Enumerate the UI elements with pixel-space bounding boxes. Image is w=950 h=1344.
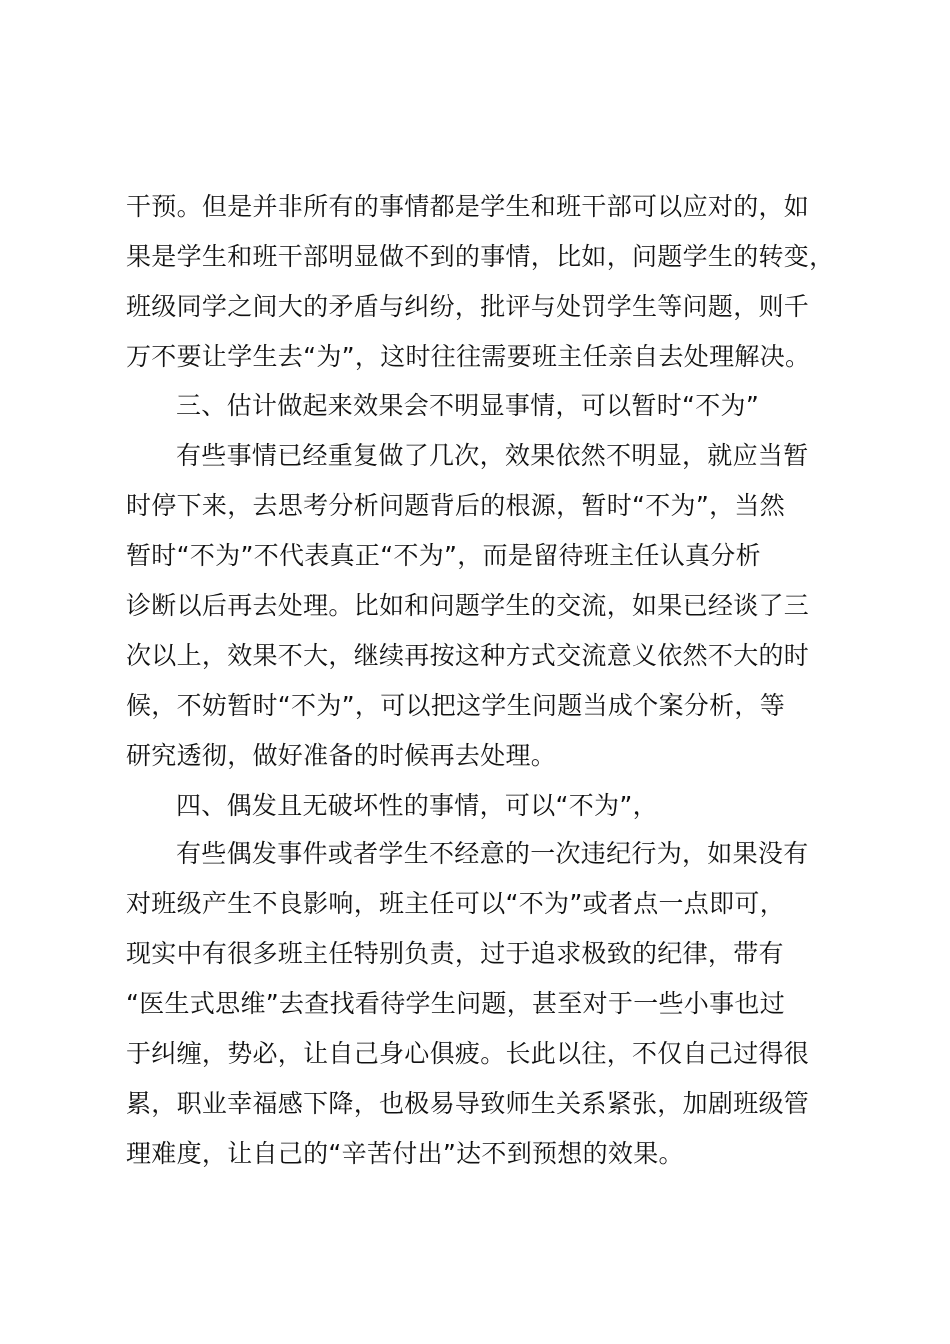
- paragraph-line: “医生式思维”去查找看待学生问题，甚至对于一些小事也过: [126, 989, 786, 1018]
- paragraph-line: 有些事情已经重复做了几次，效果依然不明显，就应当暂: [176, 441, 809, 470]
- paragraph-line: 万不要让学生去“为”，这时往往需要班主任亲自去处理解决。: [126, 342, 811, 371]
- paragraph-line: 候，不妨暂时“不为”，可以把这学生问题当成个案分析，等: [126, 691, 786, 720]
- paragraph-line: 对班级产生不良影响，班主任可以“不为”或者点一点即可，: [126, 889, 786, 918]
- paragraph-line: 累，职业幸福感下降，也极易导致师生关系紧张，加剧班级管: [126, 1089, 810, 1118]
- paragraph-line: 现实中有很多班主任特别负责，过于追求极致的纪律，带有: [126, 939, 784, 968]
- paragraph-line: 理难度，让自己的“辛苦付出”达不到预想的效果。: [126, 1139, 684, 1168]
- paragraph-line: 果是学生和班干部明显做不到的事情，比如，问题学生的转变，: [126, 242, 835, 271]
- section-heading-three: 三、估计做起来效果会不明显事情，可以暂时“不为”: [176, 391, 760, 420]
- paragraph-line: 诊断以后再去处理。比如和问题学生的交流，如果已经谈了三: [126, 591, 810, 620]
- paragraph-line: 有些偶发事件或者学生不经意的一次违纪行为，如果没有: [176, 839, 809, 868]
- paragraph-line: 次以上，效果不大，继续再按这种方式交流意义依然不大的时: [126, 641, 810, 670]
- paragraph-line: 班级同学之间大的矛盾与纠纷，批评与处罚学生等问题，则千: [126, 292, 810, 321]
- paragraph-line: 于纠缠，势必，让自己身心俱疲。长此以往，不仅自己过得很: [126, 1039, 810, 1068]
- paragraph-line: 研究透彻，做好准备的时候再去处理。: [126, 741, 557, 770]
- paragraph-line: 暂时“不为”不代表真正“不为”，而是留待班主任认真分析: [126, 541, 761, 570]
- section-heading-four: 四、偶发且无破坏性的事情，可以“不为”，: [176, 791, 658, 820]
- paragraph-line: 干预。但是并非所有的事情都是学生和班干部可以应对的，如: [126, 192, 810, 221]
- paragraph-line: 时停下来，去思考分析问题背后的根源，暂时“不为”，当然: [126, 491, 786, 520]
